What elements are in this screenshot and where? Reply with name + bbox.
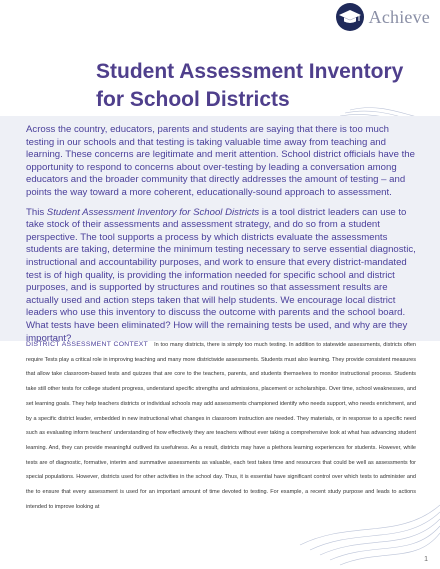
intro-section: [26, 124, 416, 352]
page-title: [96, 58, 426, 114]
intro-paragraph-2: [26, 207, 416, 346]
section-heading: DISTRICT ASSESSMENT CONTEXT: [26, 341, 149, 348]
district-assessment-context-section: [26, 338, 416, 514]
title-line-2: for School Districts: [96, 88, 290, 111]
intro-paragraph-2-rest: is a tool district leaders can use to take stock of their assessments and assessment strategy, and do so from a student perspective. The tool supports a process by which districts evaluate the assessments students are taking, determine the minimum testing necessary to serve essential diagnostic, instructional and accountability purposes, and work to ensure that every district-mandated test is of high quality, is providing the information needed for specific school and district purposes, and is supported by structures and routines so that assessment results are actually used and action steps taken that will help students. We encourage local district leaders who use this inventory to discuss the outcome with parents and the school board. What tests have been eliminated? How will the remaining tests be used, and why are they important?: [26, 206, 416, 344]
page-number: 1: [424, 556, 428, 563]
context-body: In too many districts, there is simply too much testing. In addition to statewide assessments, districts often require Tests play a critical role in improving teaching and many more districtwide assessments. Students must also learning. They provide consistent measures that allow take classroom-based tests and quizzes that are core to the teachers, parents, and students themselves to monitor instructional process. Students take still other tests for college student progress, understand specific strengths and admissions, placement or scholarships. Over time, school weaknesses, and set learning goals. They help teachers districts or individual schools may add assessments championed identify who needs support, who needs enrichment, and by a specific district leader, embedded in new instructional what changes in classroom instruction are needed. They materials, or in response to a specific need such as evaluating inform teachers' understanding of how effectively they are teachers without ever taking a comprehensive look at what has advancing student learning. And, they can provide meaningful outlived its usefulness. As a result, districts may have a plethora learning experiences for students. However, while tests are of diagnostic, formative, interim and summative assessments as valuable, each test takes time and resources that could be well as assessments for special populations. However, districts used for other activities in the school day. Thus, it is essential have significant control over which tests to administer and the to ensure that every assessment is used for an important amount of time devoted to testing. For example, a recent study purpose and leads to actions intended to improve looking at: [26, 342, 416, 510]
logo-text: Achieve: [368, 6, 430, 27]
title-line-1: Student Assessment Inventory: [96, 60, 404, 83]
intro-paragraph-1: Across the country, educators, parents and students are saying that there is too much testing in our schools and that testing is taking valuable time away from teaching and learning. These concerns are legitimate and merit attention. School district officials have the opportunity to respond to concerns about over-testing by leading a conversation among educators and the broader community that directly addresses the amount of testing – and points the way toward a more coherent, educationally-sound approach to assessment.: [26, 124, 415, 198]
achieve-logo: [335, 2, 430, 32]
inventory-title-italic: Student Assessment Inventory for School Districts: [46, 206, 260, 218]
intro-paragraph-2-start: This: [26, 206, 47, 218]
graduation-cap-icon: [335, 2, 365, 32]
